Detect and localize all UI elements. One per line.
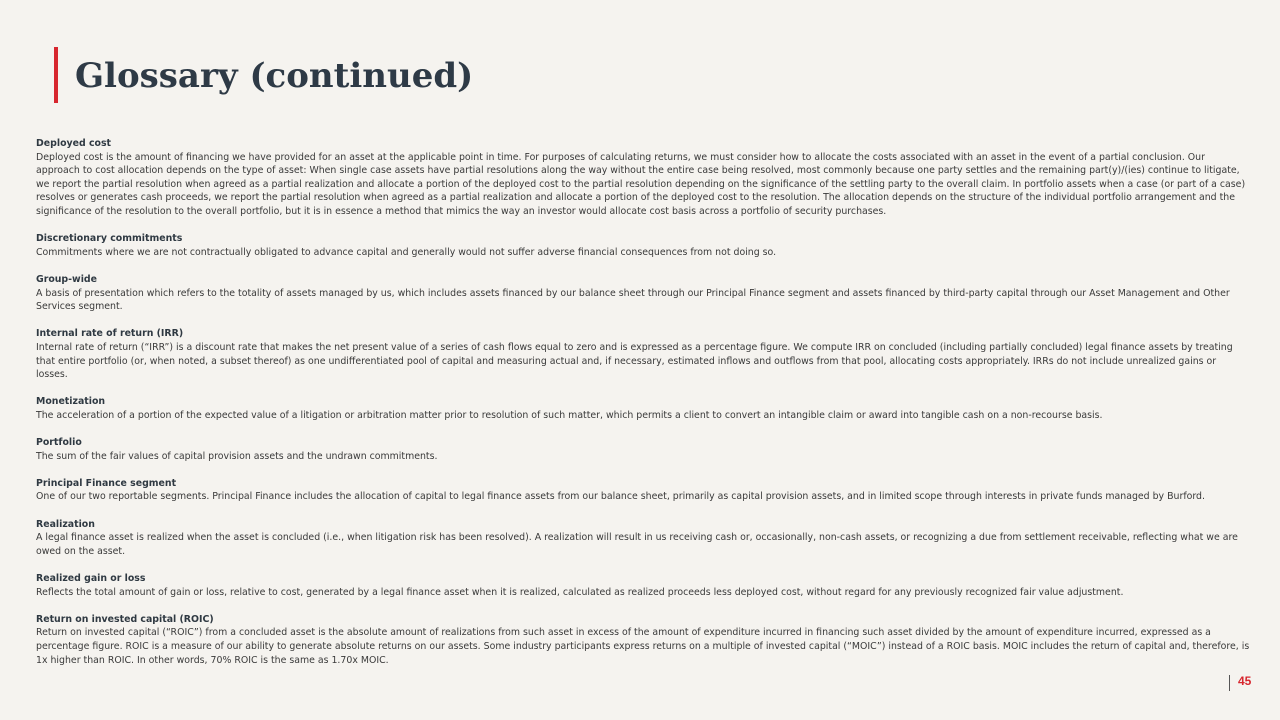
glossary-entry-principal-finance-segment — [36, 477, 1250, 504]
glossary-definition: One of our two reportable segments. Principal Finance includes the allocation of capital to legal finance assets from our balance sheet, primarily as capital provision assets, and in limited scope through interests in private funds managed by Burford. — [36, 491, 1205, 503]
glossary-entry-monetization — [36, 395, 1250, 422]
glossary-definition: Deployed cost is the amount of financing we have provided for an asset at the applicable point in time. For purposes of calculating returns, we must consider how to allocate the costs associated with an asset in the event of a partial conclusion. Our approach to cost allocation depends on the type of asset: When single case assets have partial resolutions along the way without the entire case being resolved, most commonly because one party settles and the remaining part(y)/(ies) continue to litigate, we report the partial resolution when agreed as a partial realization and allocate a portion of the deployed cost to the partial resolution depending on the significance of the settling party to the overall claim. In portfolio assets when a case (or part of a case) resolves or generates cash proceeds, we report the partial resolution when agreed as a partial realization and allocate a portion of the deployed cost to the resolution. The allocation depends on the structure of the individual portfolio arrangement and the significance of the resolution to the overall portfolio, but it is in essence a method that mimics the way an investor would allocate cost basis across a portfolio of security purchases. — [36, 151, 1246, 217]
glossary-list — [36, 137, 1250, 681]
glossary-term: Deployed cost — [36, 138, 112, 149]
glossary-definition: Commitments where we are not contractually obligated to advance capital and generally would not suffer adverse financial consequences from not doing so. — [36, 246, 777, 258]
glossary-entry-roic — [36, 613, 1250, 667]
page-number: 45 — [1238, 674, 1252, 688]
glossary-term: Monetization — [36, 396, 106, 408]
glossary-term: Discretionary commitments — [36, 233, 183, 245]
glossary-entry-realized-gain-or-loss — [36, 572, 1250, 599]
glossary-term: Return on invested capital (ROIC) — [36, 613, 214, 625]
glossary-term: Group-wide — [36, 273, 97, 285]
title-accent-bar — [54, 47, 58, 103]
glossary-entry-deployed-cost — [36, 137, 1250, 219]
glossary-definition: Return on invested capital (“ROIC”) from a concluded asset is the absolute amount of realizations from such asset in excess of the amount of expenditure incurred in financing such asset divided by the amount of expenditure incurred, expressed as a percentage figure. ROIC is a measure of our ability to generate absolute returns on our assets. Some industry participants express returns on a multiple of invested capital (“MOIC”) instead of a ROIC basis. MOIC includes the return of capital and, therefore, is 1x higher than ROIC. In other words, 70% ROIC is the same as 1.70x MOIC. — [36, 627, 1250, 666]
glossary-definition: Internal rate of return (“IRR”) is a discount rate that makes the net present value of a series of cash flows equal to zero and is expressed as a percentage figure. We compute IRR on concluded (including partially concluded) legal finance assets by treating that entire portfolio (or, when noted, a subset thereof) as one undifferentiated pool of capital and measuring actual and, if necessary, estimated inflows and outflows from that pool, allocating costs appropriately. IRRs do not include unrealized gains or losses. — [36, 341, 1233, 381]
glossary-definition: A basis of presentation which refers to the totality of assets managed by us, which includes assets financed by our balance sheet through our Principal Finance segment and assets financed by third-party capital through our Asset Management and Other Services segment. — [36, 287, 1230, 313]
glossary-definition: The sum of the fair values of capital provision assets and the undrawn commitments. — [36, 450, 438, 462]
page-title: Glossary (continued) — [75, 56, 474, 96]
glossary-definition: A legal finance asset is realized when the asset is concluded (i.e., when litigation risk has been resolved). A realization will result in us receiving cash or, occasionally, non-cash assets, or recognizing a due from settlement receivable, reflecting what we are owed on the asset. — [36, 532, 1238, 557]
page-number-divider — [1229, 675, 1230, 691]
glossary-term: Portfolio — [36, 437, 82, 449]
glossary-definition: Reflects the total amount of gain or loss, relative to cost, generated by a legal finance asset when it is realized, calculated as realized proceeds less deployed cost, without regard for any previously recognized fair value adjustment. — [36, 586, 1124, 598]
glossary-term: Realized gain or loss — [36, 573, 146, 584]
glossary-entry-realization — [36, 518, 1250, 559]
glossary-entry-portfolio — [36, 436, 1250, 463]
glossary-entry-discretionary-commitments — [36, 232, 1250, 259]
glossary-entry-irr — [36, 327, 1250, 381]
glossary-term: Realization — [36, 518, 95, 530]
glossary-entry-group-wide — [36, 273, 1250, 314]
glossary-term: Principal Finance segment — [36, 477, 177, 489]
glossary-term: Internal rate of return (IRR) — [36, 328, 184, 340]
glossary-definition: The acceleration of a portion of the expected value of a litigation or arbitration matter prior to resolution of such matter, which permits a client to convert an intangible claim or award into tangible cash on a non-recourse basis. — [36, 409, 1103, 421]
